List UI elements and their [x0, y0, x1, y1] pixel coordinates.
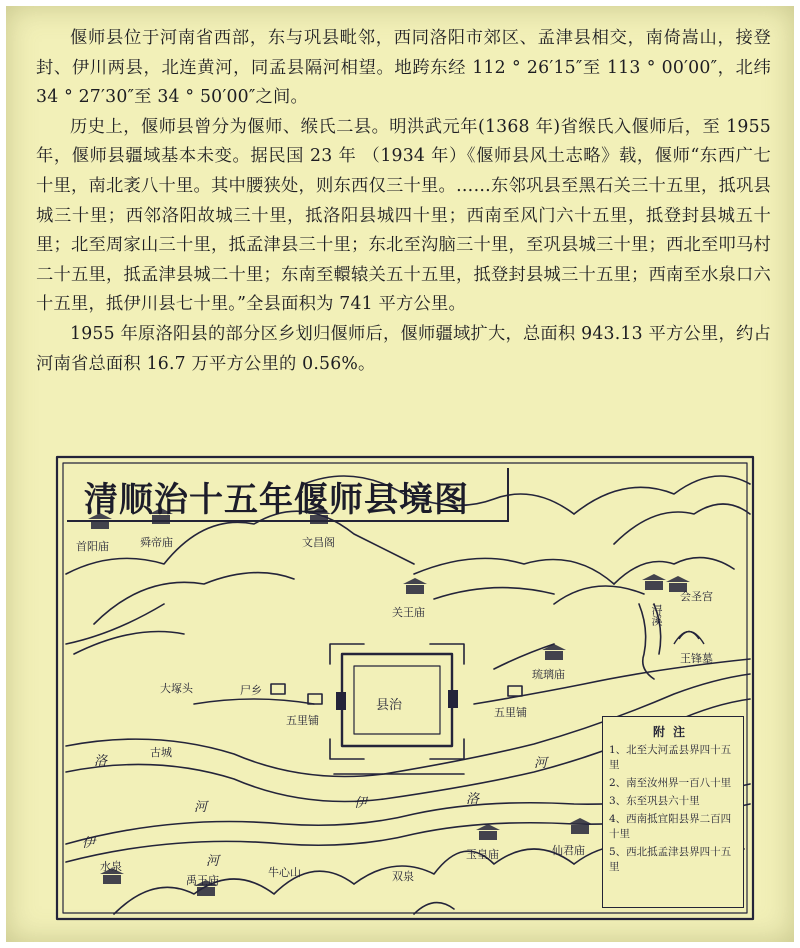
label-yuwang: 禹王庙 [186, 874, 219, 887]
label-niuxin: 牛心山 [268, 866, 301, 879]
label-xixi: 浔溪 [650, 604, 663, 626]
label-liuli: 琉璃庙 [532, 668, 565, 681]
paragraph-history: 历史上，偃师县曾分为偃师、缑氏二县。明洪武元年(1368 年)省缑氏入偃师后，至 1955 年，偃师县疆域基本未变。据民国 23 年 （1934 年）《偃师县风土志略》载，偃师“东西广七十里，南北袤八十里。其中腰狭处，则东西仅三十里。……东邻巩县至黑石关三十五里，抵巩县城三十里；西邻洛阳故城三十里，抵洛阳县城四十里；西南至风门六十五里，抵登封县城五十里；北至周家山三十里，抵孟津县三十里；东北至沟脑三十里，至巩县城三十里；西北至叩马村二十五里，抵孟津县城二十里；东南至轘辕关五十五里，抵登封县城三十五里；西南至水泉口六十五里，抵伊川县七十里。”全县面积为 741 平方公里。 [36, 116, 771, 315]
map-notes [602, 716, 744, 908]
label-wulipu-west: 五里铺 [286, 714, 319, 727]
label-wulipu-east: 五里铺 [494, 706, 527, 719]
label-xianjun: 仙君庙 [552, 844, 585, 857]
label-gucheng: 古城 [150, 746, 172, 759]
river-label-luo-2: 洛 [466, 792, 480, 807]
paragraph-area: 1955 年原洛阳县的部分区乡划归偃师后，偃师疆域扩大，总面积 943.13 平方公里，约占河南省总面积 16.7 万平方公里的 0.56%。 [36, 323, 771, 374]
county-map [54, 454, 756, 922]
map-note-2: 2、南至汝州界一百八十里 [609, 777, 732, 789]
map-note-3: 3、东至巩县六十里 [609, 795, 700, 807]
map-note-4: 4、西南抵宜阳县界二百四十里 [609, 813, 732, 840]
scanned-page [6, 6, 794, 942]
label-wenchang: 文昌阁 [302, 536, 335, 549]
river-label-yi-1: 伊 [354, 796, 368, 811]
body-text [36, 24, 771, 379]
paragraph-location: 偃师县位于河南省西部，东与巩县毗邻，西同洛阳市郊区、孟津县相交，南倚嵩山，接登封、伊川两县，北连黄河，同孟县隔河相望。地跨东经 112 ° 26′15″至 113 ° 00′00″，北纬 34 ° 27′30″至 34 ° 50′00″之间。 [36, 28, 771, 108]
map-note-1: 1、北至大河孟县界四十五里 [609, 744, 732, 771]
label-shuiquan: 水泉 [100, 860, 122, 873]
river-label-yi-2: 伊 [82, 836, 96, 851]
label-yuhuang: 玉皇庙 [466, 848, 499, 861]
map-note-5: 5、西北抵孟津县界四十五里 [609, 846, 732, 873]
map-notes-title: 附注 [652, 725, 693, 739]
label-guanwang: 关王庙 [392, 606, 425, 619]
map-title: 清顺治十五年偃师县境图 [84, 480, 469, 520]
label-shixiang: 尸乡 [240, 684, 262, 697]
label-county-seat: 县治 [376, 698, 403, 713]
river-label-he-2: 河 [534, 756, 548, 771]
label-huisheng: 会圣宫 [680, 590, 713, 603]
river-label-he-1: 河 [194, 800, 208, 815]
river-label-he-3: 河 [206, 854, 220, 869]
label-dazhong: 大塚头 [160, 682, 193, 695]
river-label-luo-1: 洛 [94, 754, 108, 769]
label-shouyang: 首阳庙 [76, 540, 109, 553]
label-shuangquan: 双泉 [392, 870, 414, 883]
label-wangfeng: 王锋墓 [680, 652, 713, 665]
label-yidi: 舜帝庙 [140, 536, 173, 549]
